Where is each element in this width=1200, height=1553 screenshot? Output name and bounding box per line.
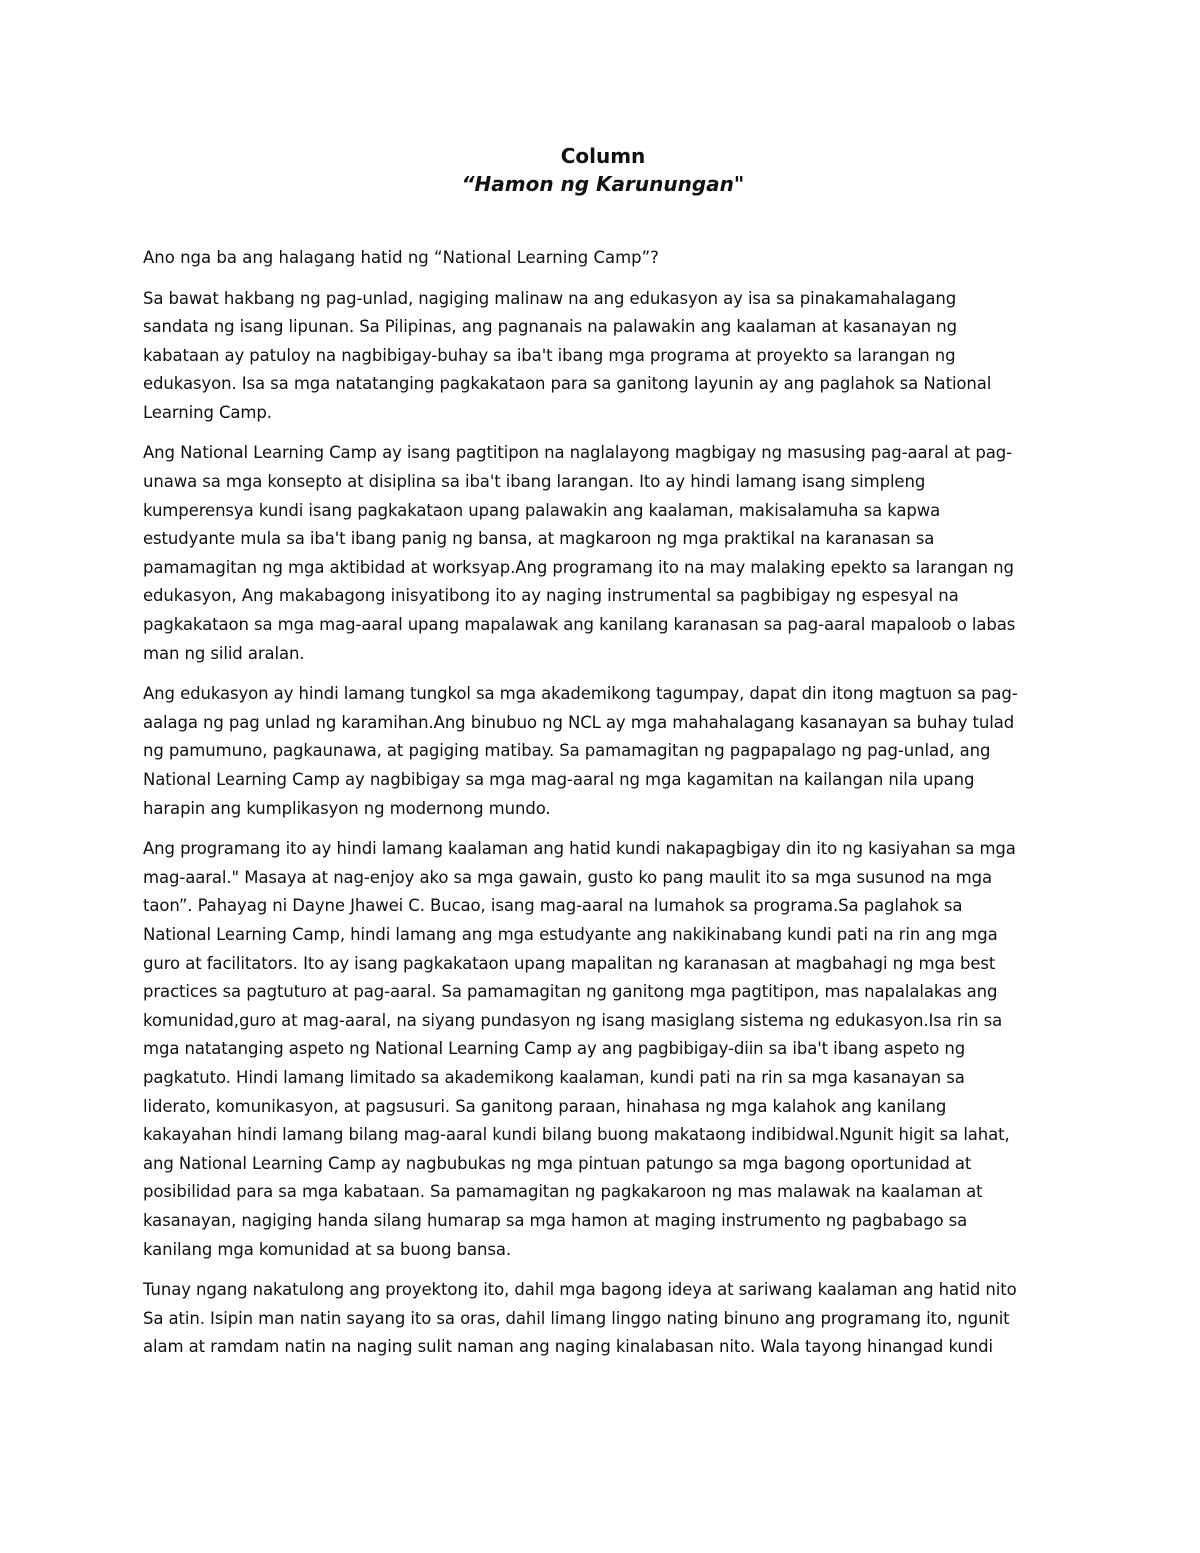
- paragraph-line: Sa bawat hakbang ng pag-unlad, nagiging malinaw na ang edukasyon ay isa sa pinakamahalagang: [143, 288, 957, 308]
- paragraph-line: practices sa pagtuturo at pag-aaral. Sa pamamagitan ng ganitong mga pagtitipon, mas napalalakas ang: [143, 982, 998, 1002]
- paragraph-line: harapin ang kumplikasyon ng modernong mundo.: [143, 798, 551, 818]
- paragraph-line: taon”. Pahayag ni Dayne Jhawei C. Bucao, isang mag-aaral na lumahok sa programa.Sa paglahok sa: [143, 896, 963, 916]
- paragraph-line: edukasyon, Ang makabagong inisyatibong ito ay naging instrumental sa pagbibigay ng espesyal na: [143, 586, 959, 606]
- paragraph: [143, 439, 1063, 668]
- paragraph-line: komunidad,guro at mag-aaral, na siyang pundasyon ng isang masiglang sistema ng edukasyon.Isa rin sa: [143, 1010, 1003, 1030]
- paragraph-line: pamamagitan ng mga aktibidad at worksyap.Ang programang ito na may malaking epekto sa larangan ng: [143, 557, 1014, 577]
- paragraph-line: National Learning Camp, hindi lamang ang mga estudyante ang nakikinabang kundi pati na rin ang mga: [143, 924, 998, 944]
- paragraph-line: Learning Camp.: [143, 402, 272, 422]
- paragraph-line: pagkakataon sa mga mag-aaral upang mapalawak ang kanilang karanasan sa pag-aaral mapaloob o labas: [143, 615, 1016, 635]
- paragraph: [143, 680, 1063, 823]
- paragraph-line: liderato, komunikasyon, at pagsusuri. Sa ganitong paraan, hinahasa ng mga kalahok ang kanilang: [143, 1096, 947, 1116]
- paragraph-line: Tunay ngang nakatulong ang proyektong ito, dahil mga bagong ideya at sariwang kaalaman ang hatid nito: [143, 1280, 1017, 1300]
- page-title: Column: [560, 144, 646, 168]
- paragraph-line: kabataan ay patuloy na nagbibigay-buhay sa iba't ibang mga programa at proyekto sa larangan ng: [143, 345, 956, 365]
- paragraph-line: mga natatanging aspeto ng National Learning Camp ay ang pagbibigay-diin sa iba't ibang aspeto ng: [143, 1039, 966, 1059]
- paragraph: [143, 1276, 1063, 1362]
- paragraph-line: Ang programang ito ay hindi lamang kaalaman ang hatid kundi nakapagbigay din ito ng kasiyahan sa mga: [143, 839, 1016, 859]
- paragraph-line: pagkatuto. Hindi lamang limitado sa akademikong kaalaman, kundi pati na rin sa mga kasanayan sa: [143, 1067, 965, 1087]
- paragraph-line: National Learning Camp ay nagbibigay sa mga mag-aaral ng mga kagamitan na kailangan nila upang: [143, 770, 975, 789]
- paragraph-line: mag-aaral." Masaya at nag-enjoy ako sa mga gawain, gusto ko pang maulit ito sa mga susunod na mga: [143, 867, 993, 887]
- paragraph-line: kumperensya kundi isang pagkakataon upang palawakin ang kaalaman, makisalamuha sa kapwa: [143, 500, 941, 520]
- paragraph-line: kasanayan, nagiging handa silang humarap sa mga hamon at maging instrumento ng pagbabago sa: [143, 1210, 968, 1230]
- paragraph: [143, 835, 1063, 1264]
- paragraph-line: ang National Learning Camp ay nagbubukas ng mga pintuan patungo sa mga bagong oportunidad at: [143, 1153, 972, 1173]
- paragraph-line: posibilidad para sa mga kabataan. Sa pamamagitan ng pagkakaroon ng mas malawak na kaalaman at: [143, 1182, 983, 1202]
- paragraph-line: ng pamumuno, pagkaunawa, at pagiging matibay. Sa pamamagitan ng pagpapalago ng pag-unlad, ang: [143, 741, 991, 761]
- document-page: [143, 142, 1063, 1362]
- paragraph: [143, 285, 1063, 428]
- paragraph-line: estudyante mula sa iba't ibang panig ng bansa, at magkaroon ng mga praktikal na karanasan sa: [143, 529, 935, 549]
- paragraph-line: alam at ramdam natin na naging sulit naman ang naging kinalabasan nito. Wala tayong hinangad kundi: [143, 1337, 993, 1357]
- paragraph-line: aalaga ng pag unlad ng karamihan.Ang binubuo ng NCL ay mga mahahalagang kasanayan sa buhay tulad: [143, 712, 1015, 732]
- paragraph-line: guro at facilitators. Ito ay isang pagkakataon upang mapalitan ng karanasan at magbahagi ng mga best: [143, 953, 996, 973]
- paragraph-line: edukasyon. Isa sa mga natatanging pagkakataon para sa ganitong layunin ay ang paglahok sa National: [143, 374, 992, 394]
- lead-question: Ano nga ba ang halagang hatid ng “National Learning Camp”?: [143, 248, 659, 267]
- paragraph-line: sandata ng isang lipunan. Sa Pilipinas, ang pagnanais na palawakin ang kaalaman at kasanayan ng: [143, 317, 958, 337]
- title-block: [143, 142, 1063, 198]
- paragraph-line: unawa sa mga konsepto at disiplina sa iba't ibang larangan. Ito ay hindi lamang isang simpleng: [143, 472, 926, 492]
- paragraph-line: Sa atin. Isipin man natin sayang ito sa oras, dahil limang linggo nating binuno ang programang ito, ngunit: [143, 1308, 1010, 1328]
- article-body: [143, 285, 1063, 1362]
- column-subtitle: “Hamon ng Karunungan": [461, 172, 745, 196]
- paragraph-line: Ang National Learning Camp ay isang pagtitipon na naglalayong magbigay ng masusing pag-aaral at pag-: [143, 443, 1012, 463]
- paragraph-line: kanilang mga komunidad at sa buong bansa.: [143, 1239, 512, 1259]
- paragraph-line: man ng silid aralan.: [143, 643, 305, 663]
- paragraph-line: kakayahan hindi lamang bilang mag-aaral kundi bilang buong makataong indibidwal.Ngunit higit sa lahat,: [143, 1125, 1010, 1145]
- paragraph-line: Ang edukasyon ay hindi lamang tungkol sa mga akademikong tagumpay, dapat din itong magtuon sa pag-: [143, 684, 1018, 704]
